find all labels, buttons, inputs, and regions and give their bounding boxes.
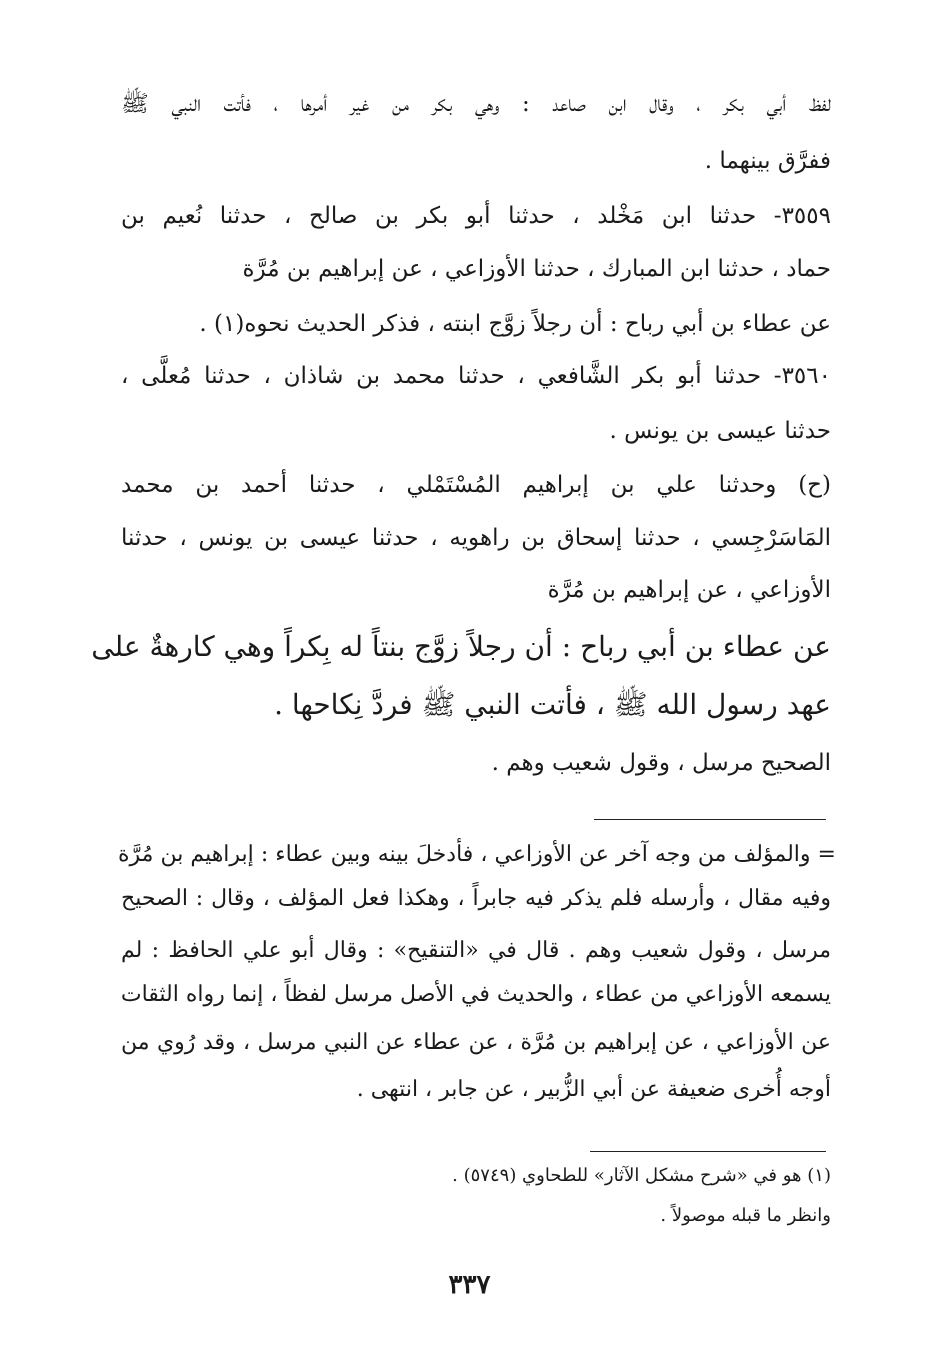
body-line: ففرَّق بينهما . [704, 148, 831, 174]
matn-line: عهد رسول الله ﷺ ، فأتت النبي ﷺ فردَّ نِكاحها . [274, 688, 831, 721]
note-separator [590, 1151, 826, 1152]
footnote-line: عن الأوزاعي ، عن إبراهيم بن مُرَّة ، عن عطاء عن النبي مرسل ، وقد رُوي من [121, 1030, 831, 1055]
footnote-line: مرسل ، وقول شعيب وهم . قال في «التنقيح» : وقال أبو علي الحافظ : لم [121, 938, 831, 963]
body-line: حماد ، حدثنا ابن المبارك ، حدثنا الأوزاعي ، عن إبراهيم بن مُرَّة [242, 256, 831, 282]
footnote-line: أوجه أُخرى ضعيفة عن أبي الزُّبير ، عن جابر ، انتهى . [356, 1077, 831, 1102]
ruling-line: الصحيح مرسل ، وقول شعيب وهم . [491, 750, 831, 776]
matn-line: عن عطاء بن أبي رباح : أن رجلاً زوَّج بنتاً له بِكراً وهي كارهةٌ على [91, 630, 831, 663]
note-line: وانظر ما قبله موصولاً . [660, 1205, 831, 1226]
hadith-3559-line: ٣٥٥٩- حدثنا ابن مَخْلد ، حدثنا أبو بكر بن صالح ، حدثنا نُعيم بن [121, 203, 831, 229]
body-line: المَاسَرْجِسي ، حدثنا إسحاق بن راهويه ، حدثنا عيسى بن يونس ، حدثنا [121, 525, 831, 551]
footnote-line: = والمؤلف من وجه آخر عن الأوزاعي ، فأدخلَ بينه وبين عطاء : إبراهيم بن مُرَّة [118, 842, 836, 867]
footnote-line: يسمعه الأوزاعي من عطاء ، والحديث في الأصل مرسل لفظاً ، إنما رواه الثقات [120, 982, 831, 1007]
body-line: (ح) وحدثنا علي بن إبراهيم المُسْتَمْلي ، حدثنا أحمد بن محمد [121, 472, 831, 498]
body-line: عن عطاء بن أبي رباح : أن رجلاً زوَّج ابنته ، فذكر الحديث نحوه(١) . [199, 311, 831, 337]
note-line: (١) هو في «شرح مشكل الآثار» للطحاوي (٥٧٤٩) . [452, 1165, 831, 1186]
body-line: لفظ أبي بكر ، وقال ابن صاعد : وهي بكر من غير أمرها ، فأتت النبي ﷺ [121, 91, 831, 117]
page-number: ٣٣٧ [448, 1270, 491, 1300]
body-line: حدثنا عيسى بن يونس . [609, 418, 831, 444]
hadith-3560-line: ٣٥٦٠- حدثنا أبو بكر الشَّافعي ، حدثنا محمد بن شاذان ، حدثنا مُعلَّى ، [121, 363, 831, 389]
body-line: الأوزاعي ، عن إبراهيم بن مُرَّة [547, 577, 831, 603]
footnote-line: وفيه مقال ، وأرسله فلم يذكر فيه جابراً ، وهكذا فعل المؤلف ، وقال : الصحيح [121, 886, 831, 911]
footnote-separator [594, 819, 826, 820]
